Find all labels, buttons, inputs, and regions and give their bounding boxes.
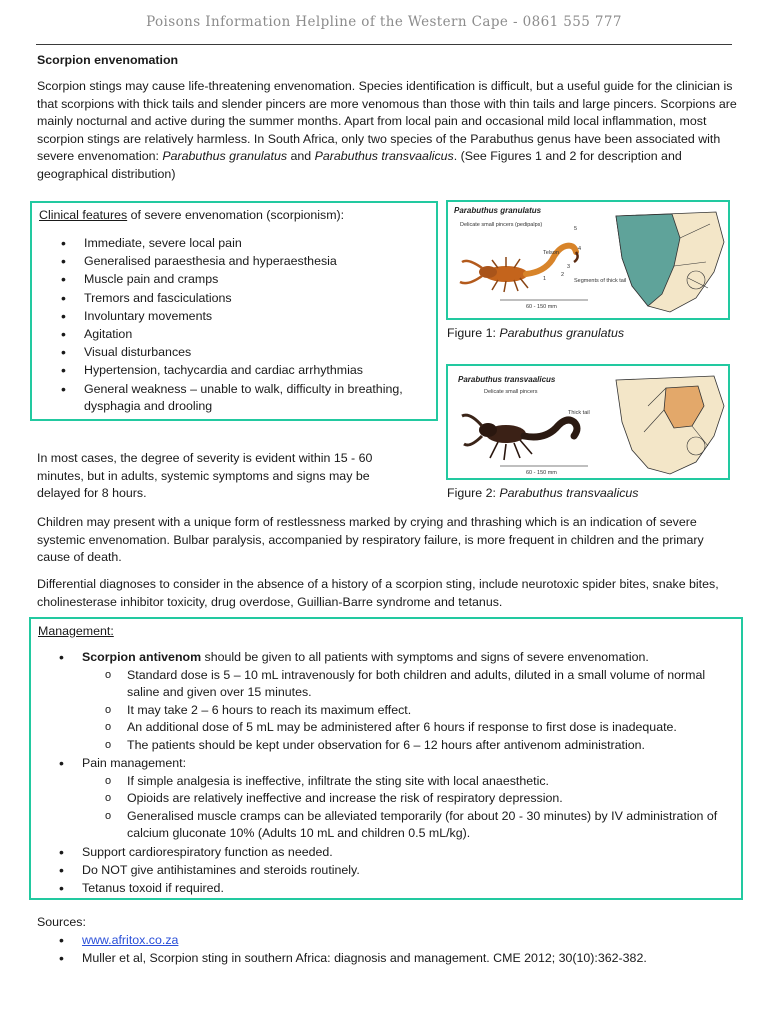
sources-list	[37, 932, 737, 967]
figure-2-image	[446, 364, 730, 480]
intro-and: and	[287, 149, 315, 164]
species-2: Parabuthus transvaalicus	[314, 149, 454, 164]
sub-list-item: o Standard dose is 5 – 10 mL intravenously for both children and adults, diluted in a small volume of normal saline and given over 15 minutes.	[82, 667, 737, 702]
source-link-item	[37, 932, 737, 950]
fig2-label-size: 60 - 150 mm	[526, 470, 557, 476]
severity-paragraph: In most cases, the degree of severity is evident within 15 - 60 minutes, but in adults, systemic symptoms and signs may be delayed for 8 hours.	[37, 451, 373, 501]
fig1-label-telson: Telson	[543, 250, 559, 256]
antivenom-bold: Scorpion antivenom	[82, 650, 202, 664]
fig1-caption-prefix: Figure 1:	[447, 326, 500, 340]
section-title: Scorpion envenomation	[37, 53, 179, 67]
fig1-label-segments: Segments of thick tail	[574, 278, 627, 284]
southern-africa-map-2	[616, 376, 724, 474]
fig1-n5: 5	[574, 226, 578, 232]
fig2-image-title: Parabuthus transvaalicus	[458, 375, 556, 384]
management-box	[29, 617, 743, 900]
sub-list-item: o An additional dose of 5 mL may be administered after 6 hours if response to first dose is inadequate.	[82, 719, 737, 737]
source-ref-item: • Muller et al, Scorpion sting in southern Africa: diagnosis and management. CME 2012; 30(10):362-382.	[37, 950, 737, 968]
list-item: • General weakness – unable to walk, difficulty in breathing, dysphagia and drooling	[39, 381, 437, 416]
header-rule	[36, 44, 732, 45]
list-item: • Agitation	[39, 326, 437, 344]
list-item: • Tetanus toxoid if required.	[37, 880, 737, 898]
fig2-label-pincers: Delicate small pincers	[484, 389, 538, 395]
sources-title: Sources:	[37, 915, 86, 929]
list-item: • Visual disturbances	[39, 344, 437, 362]
differential-paragraph: Differential diagnoses to consider in the absence of a history of a scorpion sting, include neurotoxic spider bites, snake bites, cholinesterase inhibitor toxicity, drug overdose, Guillian-Barre syndrome and tetanus.	[37, 577, 719, 609]
list-item: • Muscle pain and cramps	[39, 271, 437, 289]
intro-tail: . (See Figures 1 and 2 for description and geographical distribution)	[37, 149, 682, 181]
sub-list-item: o If simple analgesia is ineffective, infiltrate the sting site with local anaesthetic.	[82, 773, 737, 791]
sub-list-item: o Opioids are relatively ineffective and increase the risk of respiratory depression.	[82, 790, 737, 808]
management-list	[37, 649, 737, 898]
list-item-antivenom	[37, 649, 737, 755]
figure-1-caption	[447, 325, 624, 343]
fig2-caption-prefix: Figure 2:	[447, 486, 500, 500]
list-item: • Hypertension, tachycardia and cardiac arrhythmias	[39, 362, 437, 380]
fig1-label-pincers: Delicate small pincers (pedipalps)	[460, 222, 543, 228]
figure-2-illustration	[448, 366, 728, 478]
afritox-link[interactable]: www.afritox.co.za	[82, 933, 179, 947]
fig2-label-tail: Thick tail	[568, 410, 590, 416]
management-heading: Management:	[38, 624, 114, 638]
sub-list-item: o Generalised muscle cramps can be alleviated temporarily (for about 20 - 30 minutes) by IV administration of calcium gluconate 10% (Adults 10 mL and children 0.5 mL/kg).	[82, 808, 737, 843]
antivenom-sublist	[82, 667, 737, 755]
clinical-heading-rest: of severe envenomation (scorpionism):	[127, 208, 345, 222]
species-1: Parabuthus granulatus	[162, 149, 288, 164]
list-item: • Immediate, severe local pain	[39, 235, 437, 253]
fig1-n4: 4	[578, 246, 582, 252]
list-item: • Support cardiorespiratory function as needed.	[37, 844, 737, 862]
list-item-pain	[37, 755, 737, 843]
list-item: • Involuntary movements	[39, 308, 437, 326]
sub-list-item: o The patients should be kept under observation for 6 – 12 hours after antivenom administration.	[82, 737, 737, 755]
fig1-label-size: 60 - 150 mm	[526, 304, 557, 310]
pain-heading: Pain management:	[82, 756, 187, 771]
clinical-features-box	[30, 201, 438, 421]
children-paragraph: Children may present with a unique form of restlessness marked by crying and thrashing which is an indication of severe systemic envenomation. Bulbar paralysis, accompanied by respiratory failure, is more frequent in children and the primary cause of death.	[37, 515, 704, 565]
sub-list-item: o It may take 2 – 6 hours to reach its maximum effect.	[82, 702, 737, 720]
clinical-heading	[39, 207, 344, 225]
fig1-n3: 3	[567, 264, 571, 270]
list-item: • Generalised paraesthesia and hyperaesthesia	[39, 253, 437, 271]
antivenom-rest: should be given to all patients with symptoms and signs of severe envenomation.	[201, 650, 649, 664]
fig2-caption-species: Parabuthus transvaalicus	[499, 486, 639, 500]
fig1-n2: 2	[561, 272, 565, 278]
clinical-list	[39, 235, 437, 416]
clinical-heading-underlined: Clinical features	[39, 208, 128, 222]
scorpion-transvaalicus-icon	[462, 415, 577, 460]
list-item: • Do NOT give antihistamines and steroids routinely.	[37, 862, 737, 880]
figure-2-caption	[447, 485, 638, 503]
intro-text: Scorpion stings may cause life-threatening envenomation. Species identification is difficult, but a useful guide for the clinician is that scorpions with thick tails and slender pincers are more venomous than those with thin tails and large pincers. Scorpions are mainly nocturnal and active during the summer months. Apart from local pain and occasional mild local inflammation, most scorpion stings are relatively harmless. In South Africa, only two species of the Parabuthus genus have been associated with severe envenomation:	[37, 79, 737, 164]
list-item: • Tremors and fasciculations	[39, 290, 437, 308]
scorpion-granulatus-icon	[460, 246, 578, 292]
fig1-n1: 1	[543, 276, 547, 282]
southern-africa-map-1	[616, 212, 724, 312]
fig1-image-title: Parabuthus granulatus	[454, 206, 542, 215]
intro-paragraph	[37, 78, 737, 184]
figure-1-image	[446, 200, 730, 320]
fig1-caption-species: Parabuthus granulatus	[499, 326, 625, 340]
page-header: Poisons Information Helpline of the Western Cape - 0861 555 777	[146, 14, 622, 30]
pain-sublist	[82, 773, 737, 843]
figure-1-illustration	[448, 202, 728, 318]
